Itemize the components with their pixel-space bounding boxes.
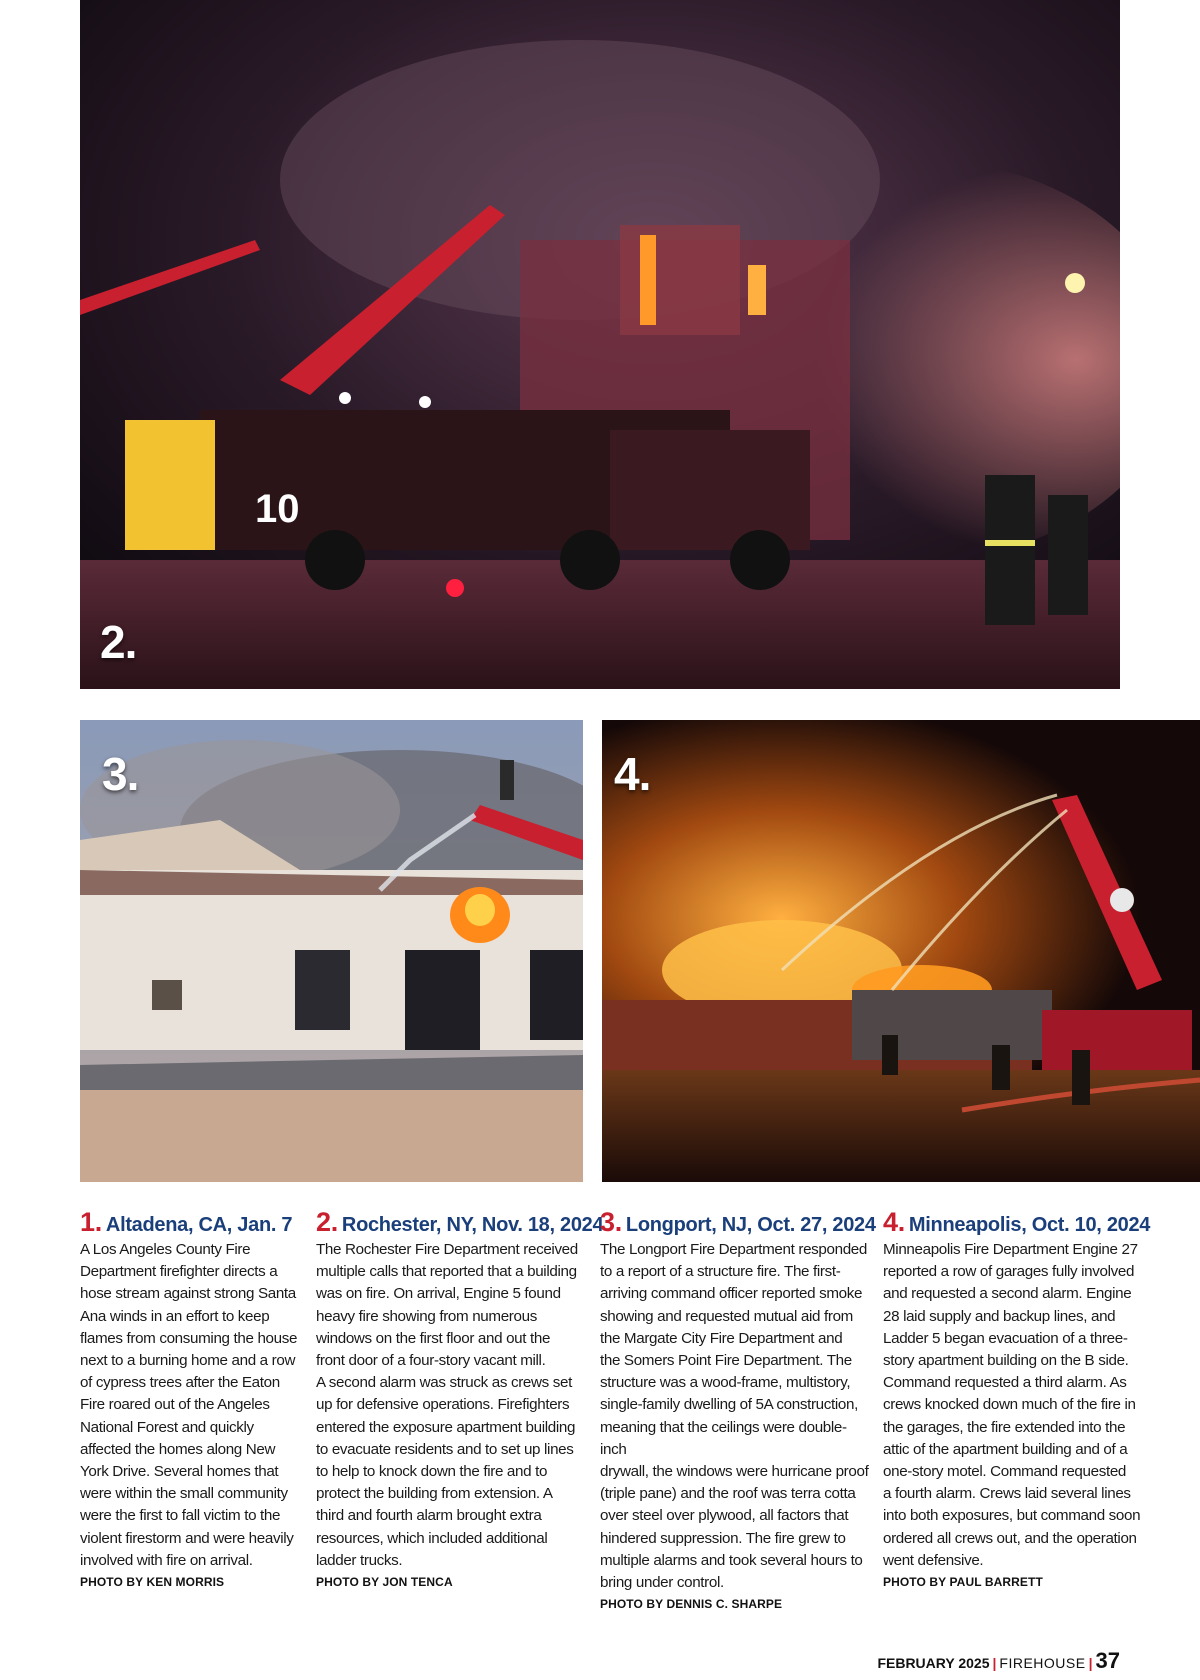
caption-line: Minneapolis Fire Department Engine 27: [883, 1241, 1138, 1258]
caption-line: were the first to fall victim to the: [80, 1507, 281, 1525]
caption-3-title: Longport, NJ, Oct. 27, 2024: [625, 1214, 876, 1236]
caption-line: showing and requested mutual aid from: [600, 1307, 853, 1325]
caption-line: hindered suppression. The fire grew to: [600, 1529, 846, 1547]
caption-line: Department firefighter directs a: [80, 1263, 278, 1281]
caption-line: hose stream against strong Santa: [80, 1285, 296, 1303]
garage-fire-illustration: [602, 720, 1200, 1182]
house-fire-illustration: [80, 720, 583, 1182]
caption-line: one-story motel. Command requested: [883, 1463, 1127, 1481]
caption-line: windows on the first floor and out the: [316, 1329, 551, 1347]
caption-line: involved with fire on arrival.: [80, 1551, 253, 1569]
caption-line: third and fourth alarm brought extra: [316, 1507, 542, 1525]
caption-line: single-family dwelling of 5A construction,: [600, 1396, 858, 1414]
caption-line: ordered all crews out, and the operation: [883, 1529, 1137, 1547]
caption-line: protect the building from extension. A: [316, 1485, 553, 1503]
caption-line: violent firestorm and were heavily: [80, 1529, 294, 1547]
caption-3-body: [600, 1239, 870, 1594]
caption-2: [316, 1207, 604, 1590]
photo-number-4: 4.: [614, 748, 651, 800]
caption-line: arriving command officer reported smoke: [600, 1285, 863, 1303]
caption-2-title: Rochester, NY, Nov. 18, 2024: [341, 1214, 604, 1236]
fire-scene-illustration: [80, 0, 1120, 689]
caption-line: (triple pane) and the roof was terra cotta: [600, 1485, 856, 1503]
caption-line: entered the exposure apartment building: [316, 1418, 576, 1436]
caption-2-heading: [316, 1207, 604, 1238]
caption-line: York Drive. Several homes that: [80, 1463, 279, 1481]
caption-line: multiple calls that reported that a building: [316, 1263, 577, 1281]
photo-longport-fire: [80, 720, 583, 1182]
caption-1-heading: [80, 1207, 300, 1238]
caption-line: The Longport Fire Department responded: [600, 1241, 867, 1258]
caption-line: 28 laid supply and backup lines, and: [883, 1307, 1116, 1325]
caption-3-credit: PHOTO BY DENNIS C. SHARPE: [600, 1597, 783, 1612]
photo-number-2: 2.: [100, 616, 137, 668]
photo-minneapolis-fire: [602, 720, 1200, 1182]
footer-separator-2: |: [1088, 1655, 1093, 1671]
caption-line: to help to knock down the fire and to: [316, 1463, 548, 1481]
caption-line: the Somers Point Fire Department. The: [600, 1352, 852, 1370]
caption-line: bring under control.: [600, 1574, 724, 1592]
caption-line: story apartment building on the B side.: [883, 1352, 1129, 1370]
caption-line: structure was a wood-frame, multistory,: [600, 1374, 851, 1392]
caption-line: heavy fire showing from numerous: [316, 1307, 537, 1325]
caption-line: Command requested a third alarm. As: [883, 1374, 1127, 1392]
caption-2-body: [316, 1239, 584, 1572]
caption-4: [883, 1207, 1151, 1590]
caption-line: to a report of a structure fire. The first-: [600, 1263, 841, 1281]
caption-line: meaning that the ceilings were double-inch: [600, 1418, 847, 1458]
footer-issue-date: FEBRUARY 2025: [877, 1655, 990, 1671]
caption-line: of cypress trees after the Eaton: [80, 1374, 280, 1392]
caption-1-number: 1.: [80, 1207, 102, 1237]
caption-line: ladder trucks.: [316, 1551, 403, 1569]
caption-4-credit: PHOTO BY PAUL BARRETT: [883, 1575, 1043, 1590]
caption-2-credit: PHOTO BY JON TENCA: [316, 1575, 453, 1590]
caption-line: was on fire. On arrival, Engine 5 found: [316, 1285, 561, 1303]
caption-line: were within the small community: [80, 1485, 288, 1503]
caption-line: went defensive.: [883, 1551, 984, 1569]
caption-line: A second alarm was struck as crews set: [316, 1374, 572, 1392]
caption-line: National Forest and quickly: [80, 1418, 254, 1436]
caption-line: A Los Angeles County Fire: [80, 1241, 251, 1258]
caption-line: up for defensive operations. Firefighters: [316, 1396, 570, 1414]
caption-1: [80, 1207, 300, 1589]
caption-line: into both exposures, but command soon: [883, 1507, 1141, 1525]
caption-2-number: 2.: [316, 1207, 338, 1237]
caption-line: and requested a second alarm. Engine: [883, 1285, 1132, 1303]
caption-line: Fire roared out of the Angeles: [80, 1396, 270, 1414]
page-footer: [877, 1648, 1120, 1674]
caption-4-title: Minneapolis, Oct. 10, 2024: [908, 1214, 1151, 1236]
caption-line: the Margate City Fire Department and: [600, 1329, 843, 1347]
caption-line: affected the homes along New: [80, 1440, 276, 1458]
page-number: 37: [1095, 1648, 1120, 1673]
caption-line: multiple alarms and took several hours to: [600, 1551, 863, 1569]
caption-line: over steel over plywood, all factors that: [600, 1507, 849, 1525]
caption-line: reported a row of garages fully involved: [883, 1263, 1135, 1281]
caption-4-heading: [883, 1207, 1151, 1238]
caption-1-body: [80, 1239, 300, 1572]
caption-1-title: Altadena, CA, Jan. 7: [105, 1214, 293, 1236]
caption-1-credit: PHOTO BY KEN MORRIS: [80, 1575, 225, 1590]
caption-line: a fourth alarm. Crews laid several lines: [883, 1485, 1131, 1503]
photo-rochester-fire: [80, 0, 1120, 689]
caption-line: front door of a four-story vacant mill.: [316, 1352, 546, 1370]
caption-line: to evacuate residents and to set up lines: [316, 1440, 574, 1458]
caption-line: The Rochester Fire Department received: [316, 1241, 578, 1258]
caption-line: attic of the apartment building and of a: [883, 1440, 1128, 1458]
footer-separator-1: |: [992, 1655, 997, 1671]
caption-line: the garages, the fire extended into the: [883, 1418, 1126, 1436]
captions-row: [80, 1207, 1190, 1612]
truck-number-10: 10: [255, 487, 300, 531]
caption-line: Ladder 5 began evacuation of a three-: [883, 1329, 1128, 1347]
caption-3-number: 3.: [600, 1207, 622, 1237]
footer-magazine-name: FIREHOUSE: [999, 1655, 1086, 1671]
caption-3: [600, 1207, 876, 1612]
caption-line: drywall, the windows were hurricane proof: [600, 1463, 869, 1481]
caption-line: flames from consuming the house: [80, 1329, 298, 1347]
caption-4-body: [883, 1239, 1143, 1572]
caption-line: crews knocked down much of the fire in: [883, 1396, 1136, 1414]
caption-line: Ana winds in an effort to keep: [80, 1307, 270, 1325]
caption-4-number: 4.: [883, 1207, 905, 1237]
caption-3-heading: [600, 1207, 876, 1238]
photo-number-3: 3.: [102, 748, 139, 800]
caption-line: next to a burning home and a row: [80, 1352, 296, 1370]
caption-line: resources, which included additional: [316, 1529, 548, 1547]
